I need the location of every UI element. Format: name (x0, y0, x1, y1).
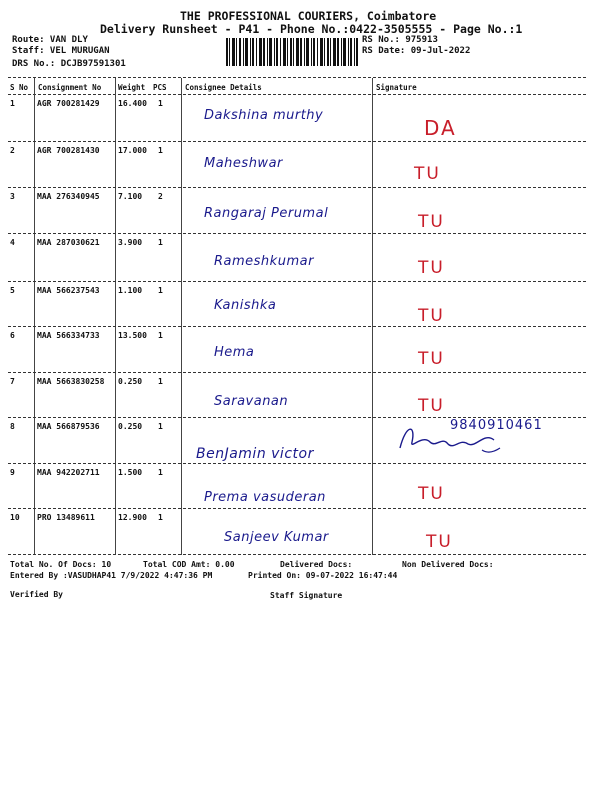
row-pcs: 1 (158, 377, 163, 386)
row-weight: 0.250 (118, 377, 143, 386)
row-divider (8, 463, 586, 464)
row-pcs: 1 (158, 468, 163, 477)
printed-on: Printed On: 09-07-2022 16:47:44 (248, 571, 398, 580)
col-header-sno: S No (10, 83, 29, 92)
row-consignee: Rangaraj Perumal (204, 206, 329, 221)
row-divider (8, 326, 586, 327)
header-bottom-rule (8, 94, 586, 95)
row-sno: 3 (10, 192, 15, 201)
entered-by: Entered By :VASUDHAP41 7/9/2022 4:47:36 PM (10, 571, 213, 580)
row-sno: 6 (10, 331, 15, 340)
header-top-rule (8, 77, 586, 78)
row-signature: TU (426, 532, 453, 552)
row-consignee: Prema vasuderan (204, 490, 326, 505)
row-pcs: 1 (158, 422, 163, 431)
row-signature: TU (418, 212, 445, 232)
row-pcs: 1 (158, 238, 163, 247)
row-pcs: 1 (158, 99, 163, 108)
row-consignee: Hema (214, 345, 255, 360)
row-consignee: BenJamin victor (196, 446, 314, 462)
row-consignment-no: MAA 276340945 (37, 192, 100, 201)
row-sno: 2 (10, 146, 15, 155)
row-signature: TU (418, 306, 445, 326)
row-weight: 7.100 (118, 192, 143, 201)
row-consignee: Sanjeev Kumar (224, 530, 329, 545)
row-pcs: 1 (158, 286, 163, 295)
row-consignee: Rameshkumar (214, 254, 314, 269)
row-sno: 9 (10, 468, 15, 477)
total-cod: Total COD Amt: 0.00 (143, 560, 235, 569)
row-consignee: Saravanan (214, 394, 289, 409)
row-pcs: 1 (158, 146, 163, 155)
column-divider (34, 78, 35, 555)
row-weight: 3.900 (118, 238, 143, 247)
row-divider (8, 508, 586, 509)
col-header-consignee: Consignee Details (185, 83, 262, 92)
row-consignment-no: MAA 566334733 (37, 331, 100, 340)
row-signature: TU (418, 396, 445, 416)
runsheet-subtitle: Delivery Runsheet - P41 - Phone No.:0422-3505555 - Page No.:1 (100, 22, 523, 36)
row-consignee: Dakshina murthy (204, 108, 324, 123)
row-consignment-no: MAA 566879536 (37, 422, 100, 431)
non-delivered-docs: Non Delivered Docs: (402, 560, 494, 569)
row-consignee: Maheshwar (204, 156, 283, 171)
company-title: THE PROFESSIONAL COURIERS, Coimbatore (180, 9, 437, 23)
rs-date: RS Date: 09-Jul-2022 (362, 46, 471, 56)
row-divider (8, 187, 586, 188)
row-pcs: 1 (158, 513, 163, 522)
row-signature: 9840910461 (450, 418, 543, 433)
verified-by: Verified By (10, 590, 63, 599)
row-signature: TU (418, 349, 445, 369)
row-divider (8, 233, 586, 234)
col-header-weight: Weight (118, 83, 146, 92)
row-weight: 0.250 (118, 422, 143, 431)
staff-label: Staff: VEL MURUGAN (12, 46, 110, 56)
route-label: Route: VAN DLY (12, 35, 88, 45)
drs-number: DRS No.: DCJB97591301 (12, 59, 126, 69)
row-sno: 10 (10, 513, 20, 522)
col-header-pcs: PCS (153, 83, 167, 92)
row-sno: 4 (10, 238, 15, 247)
barcode-image (226, 38, 358, 66)
rs-number: RS No.: 975913 (362, 35, 438, 45)
row-divider (8, 141, 586, 142)
col-header-signature: Signature (376, 83, 417, 92)
row-consignment-no: AGR 700281430 (37, 146, 100, 155)
column-divider (181, 78, 182, 555)
row-consignment-no: PRO 13489611 (37, 513, 95, 522)
row-consignee: Kanishka (214, 298, 277, 313)
row-consignment-no: MAA 287030621 (37, 238, 100, 247)
row-divider (8, 281, 586, 282)
row-weight: 12.900 (118, 513, 147, 522)
col-header-consignment: Consignment No (38, 83, 102, 92)
row-consignment-no: AGR 700281429 (37, 99, 100, 108)
row-signature: TU (418, 258, 445, 278)
row-signature: DA (424, 116, 457, 140)
row-pcs: 1 (158, 331, 163, 340)
row-weight: 1.100 (118, 286, 143, 295)
row-consignment-no: MAA 566237543 (37, 286, 100, 295)
row-weight: 1.500 (118, 468, 143, 477)
row-signature: TU (414, 164, 441, 184)
signature-scribble (396, 420, 506, 460)
row-divider (8, 372, 586, 373)
row-consignment-no: MAA 942202711 (37, 468, 100, 477)
row-sno: 5 (10, 286, 15, 295)
staff-signature: Staff Signature (270, 591, 343, 600)
row-weight: 17.000 (118, 146, 147, 155)
row-weight: 16.400 (118, 99, 147, 108)
row-weight: 13.500 (118, 331, 147, 340)
row-sno: 8 (10, 422, 15, 431)
column-divider (372, 78, 373, 555)
row-sno: 7 (10, 377, 15, 386)
total-docs: Total No. Of Docs: 10 (10, 560, 112, 569)
column-divider (115, 78, 116, 555)
row-pcs: 2 (158, 192, 163, 201)
row-signature: TU (418, 484, 445, 504)
row-consignment-no: MAA 5663830258 (37, 377, 105, 386)
table-bottom-rule (8, 554, 586, 555)
row-sno: 1 (10, 99, 15, 108)
delivered-docs: Delivered Docs: (280, 560, 353, 569)
